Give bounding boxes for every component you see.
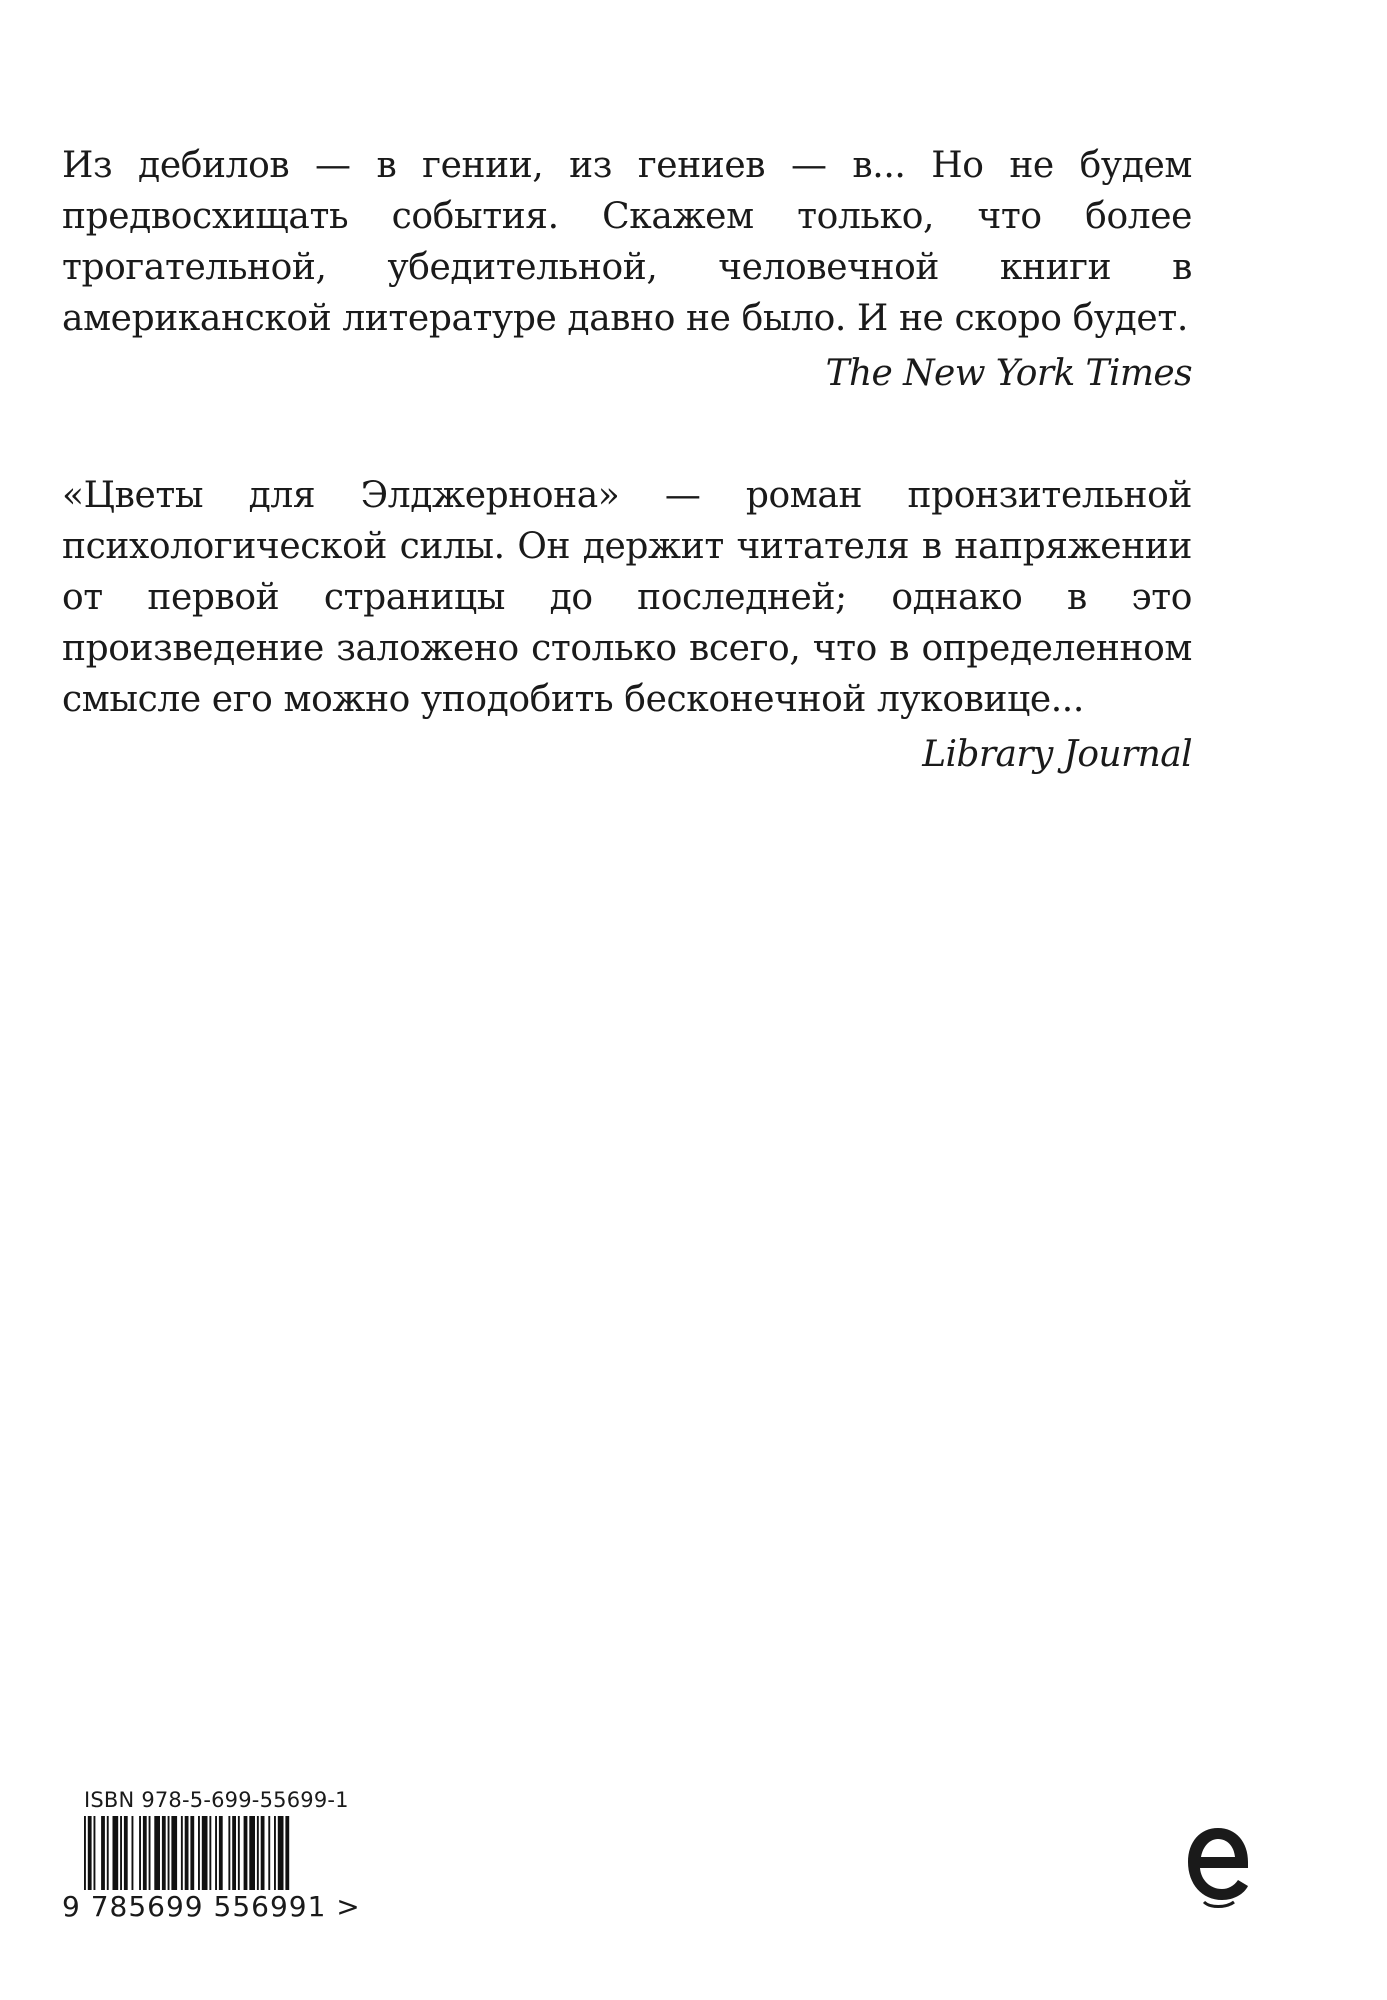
- quote-text: «Цветы для Элджернона» — роман пронзительной психологической силы. Он держит читателя в напряжении от первой страницы до последней; однако в это произведение заложено столько всего, что в определенном смысле его можно уподобить бесконечной луковице...: [62, 475, 1192, 720]
- isbn-label: ISBN 978-5-699-55699-1: [84, 1788, 349, 1812]
- review-quote-nyt: [62, 140, 1192, 399]
- eksmo-logo-icon: [1182, 1822, 1254, 1910]
- ean-digits: 9 785699 556991 >: [62, 1890, 361, 1923]
- quote-source: The New York Times: [825, 353, 1192, 394]
- quote-text: Из дебилов — в гении, из гениев — в... Но не будем предвосхищать события. Скажем только, что более трогательной, убедительной, человечной книги в американской литературе давно не было. И не скоро будет.: [62, 145, 1192, 339]
- isbn-barcode: [60, 1788, 380, 1938]
- quote-source: Library Journal: [922, 734, 1192, 775]
- review-quote-library-journal: [62, 470, 1192, 780]
